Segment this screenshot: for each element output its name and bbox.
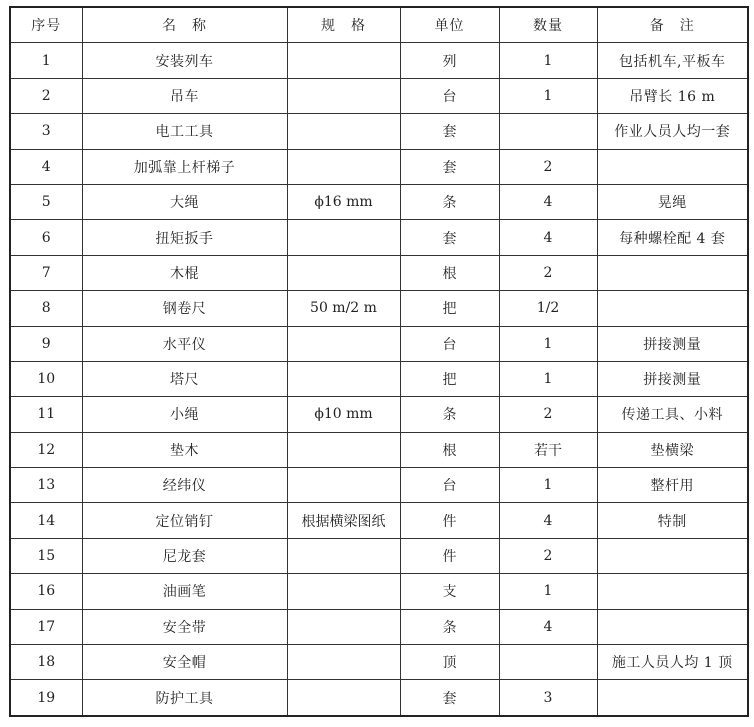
- cell-quantity: 1: [499, 361, 597, 396]
- table-body: [10, 43, 748, 716]
- cell-index: 9: [10, 326, 82, 361]
- cell-remark: 特制: [597, 503, 748, 538]
- cell-spec: [287, 114, 400, 149]
- cell-index: 12: [10, 432, 82, 467]
- cell-name: 安全帽: [82, 645, 287, 680]
- cell-name: 垫木: [82, 432, 287, 467]
- cell-index: 17: [10, 609, 82, 644]
- table-row: [10, 326, 748, 361]
- cell-spec: [287, 326, 400, 361]
- table-row: [10, 680, 748, 716]
- cell-spec: 根据横梁图纸: [287, 503, 400, 538]
- cell-remark: [597, 149, 748, 184]
- cell-index: 2: [10, 78, 82, 113]
- cell-remark: [597, 574, 748, 609]
- table-row: [10, 432, 748, 467]
- table-row: [10, 43, 748, 78]
- cell-name: 防护工具: [82, 680, 287, 716]
- table-row: [10, 574, 748, 609]
- cell-unit: 顶: [400, 645, 499, 680]
- cell-name: 钢卷尺: [82, 291, 287, 326]
- cell-index: 8: [10, 291, 82, 326]
- table-row: [10, 397, 748, 432]
- cell-name: 经纬仪: [82, 468, 287, 503]
- tools-table-container: [9, 6, 749, 717]
- cell-index: 18: [10, 645, 82, 680]
- cell-quantity: 1: [499, 326, 597, 361]
- cell-quantity: 3: [499, 680, 597, 716]
- cell-quantity: 4: [499, 184, 597, 219]
- cell-index: 4: [10, 149, 82, 184]
- cell-remark: 晃绳: [597, 184, 748, 219]
- table-row: [10, 255, 748, 290]
- header-index: 序号: [10, 7, 82, 43]
- cell-spec: 50 m/2 m: [287, 291, 400, 326]
- cell-remark: 拼接测量: [597, 361, 748, 396]
- cell-index: 16: [10, 574, 82, 609]
- cell-unit: 把: [400, 361, 499, 396]
- table-row: [10, 609, 748, 644]
- cell-spec: [287, 645, 400, 680]
- cell-spec: ϕ16 mm: [287, 184, 400, 219]
- cell-name: 电工工具: [82, 114, 287, 149]
- header-spec: 规 格: [287, 7, 400, 43]
- table-row: [10, 468, 748, 503]
- cell-remark: 施工人员人均 1 顶: [597, 645, 748, 680]
- cell-remark: 整杆用: [597, 468, 748, 503]
- cell-name: 小绳: [82, 397, 287, 432]
- cell-spec: [287, 574, 400, 609]
- cell-name: 水平仪: [82, 326, 287, 361]
- table-row: [10, 149, 748, 184]
- cell-name: 尼龙套: [82, 538, 287, 573]
- cell-unit: 列: [400, 43, 499, 78]
- cell-remark: [597, 255, 748, 290]
- table-row: [10, 291, 748, 326]
- cell-quantity: 4: [499, 609, 597, 644]
- cell-unit: 支: [400, 574, 499, 609]
- cell-remark: 传递工具、小料: [597, 397, 748, 432]
- cell-quantity: 1: [499, 574, 597, 609]
- cell-index: 6: [10, 220, 82, 255]
- cell-remark: 作业人员人均一套: [597, 114, 748, 149]
- cell-name: 安全带: [82, 609, 287, 644]
- cell-quantity: 1/2: [499, 291, 597, 326]
- cell-unit: 台: [400, 78, 499, 113]
- cell-index: 14: [10, 503, 82, 538]
- cell-spec: [287, 149, 400, 184]
- cell-remark: 拼接测量: [597, 326, 748, 361]
- cell-name: 吊车: [82, 78, 287, 113]
- cell-index: 1: [10, 43, 82, 78]
- table-header-row: [10, 7, 748, 43]
- cell-name: 安装列车: [82, 43, 287, 78]
- cell-unit: 套: [400, 680, 499, 716]
- header-name: 名 称: [82, 7, 287, 43]
- cell-index: 11: [10, 397, 82, 432]
- cell-index: 5: [10, 184, 82, 219]
- cell-quantity: 1: [499, 78, 597, 113]
- table-row: [10, 220, 748, 255]
- cell-spec: [287, 255, 400, 290]
- cell-spec: ϕ10 mm: [287, 397, 400, 432]
- header-remark: 备 注: [597, 7, 748, 43]
- cell-index: 10: [10, 361, 82, 396]
- cell-spec: [287, 78, 400, 113]
- cell-name: 扭矩扳手: [82, 220, 287, 255]
- cell-unit: 根: [400, 255, 499, 290]
- cell-quantity: 1: [499, 468, 597, 503]
- cell-unit: 套: [400, 220, 499, 255]
- cell-quantity: 2: [499, 397, 597, 432]
- cell-index: 13: [10, 468, 82, 503]
- cell-remark: 垫横梁: [597, 432, 748, 467]
- cell-unit: 根: [400, 432, 499, 467]
- table-row: [10, 538, 748, 573]
- cell-name: 加弧靠上杆梯子: [82, 149, 287, 184]
- cell-spec: [287, 361, 400, 396]
- cell-spec: [287, 538, 400, 573]
- cell-remark: [597, 680, 748, 716]
- cell-index: 19: [10, 680, 82, 716]
- table-row: [10, 645, 748, 680]
- cell-unit: 台: [400, 326, 499, 361]
- cell-quantity: 2: [499, 538, 597, 573]
- cell-quantity: [499, 645, 597, 680]
- header-unit: 单位: [400, 7, 499, 43]
- cell-remark: [597, 291, 748, 326]
- cell-name: 大绳: [82, 184, 287, 219]
- cell-spec: [287, 432, 400, 467]
- cell-unit: 条: [400, 184, 499, 219]
- cell-unit: 把: [400, 291, 499, 326]
- cell-unit: 条: [400, 397, 499, 432]
- cell-quantity: 1: [499, 43, 597, 78]
- cell-remark: [597, 538, 748, 573]
- table-row: [10, 361, 748, 396]
- cell-spec: [287, 220, 400, 255]
- cell-quantity: 若干: [499, 432, 597, 467]
- cell-spec: [287, 468, 400, 503]
- cell-quantity: 4: [499, 220, 597, 255]
- cell-unit: 条: [400, 609, 499, 644]
- cell-index: 3: [10, 114, 82, 149]
- cell-remark: 每种螺栓配 4 套: [597, 220, 748, 255]
- cell-name: 木棍: [82, 255, 287, 290]
- cell-unit: 套: [400, 149, 499, 184]
- cell-quantity: [499, 114, 597, 149]
- table-row: [10, 114, 748, 149]
- cell-index: 15: [10, 538, 82, 573]
- cell-unit: 套: [400, 114, 499, 149]
- cell-name: 油画笔: [82, 574, 287, 609]
- cell-name: 定位销钉: [82, 503, 287, 538]
- table-row: [10, 78, 748, 113]
- cell-name: 塔尺: [82, 361, 287, 396]
- table-row: [10, 184, 748, 219]
- cell-quantity: 2: [499, 149, 597, 184]
- cell-quantity: 4: [499, 503, 597, 538]
- table-row: [10, 503, 748, 538]
- cell-remark: [597, 609, 748, 644]
- cell-unit: 件: [400, 503, 499, 538]
- cell-remark: 吊臂长 16 m: [597, 78, 748, 113]
- cell-spec: [287, 680, 400, 716]
- header-quantity: 数量: [499, 7, 597, 43]
- cell-index: 7: [10, 255, 82, 290]
- cell-quantity: 2: [499, 255, 597, 290]
- tools-table: [9, 6, 749, 717]
- cell-remark: 包括机车,平板车: [597, 43, 748, 78]
- cell-unit: 件: [400, 538, 499, 573]
- cell-unit: 台: [400, 468, 499, 503]
- cell-spec: [287, 43, 400, 78]
- cell-spec: [287, 609, 400, 644]
